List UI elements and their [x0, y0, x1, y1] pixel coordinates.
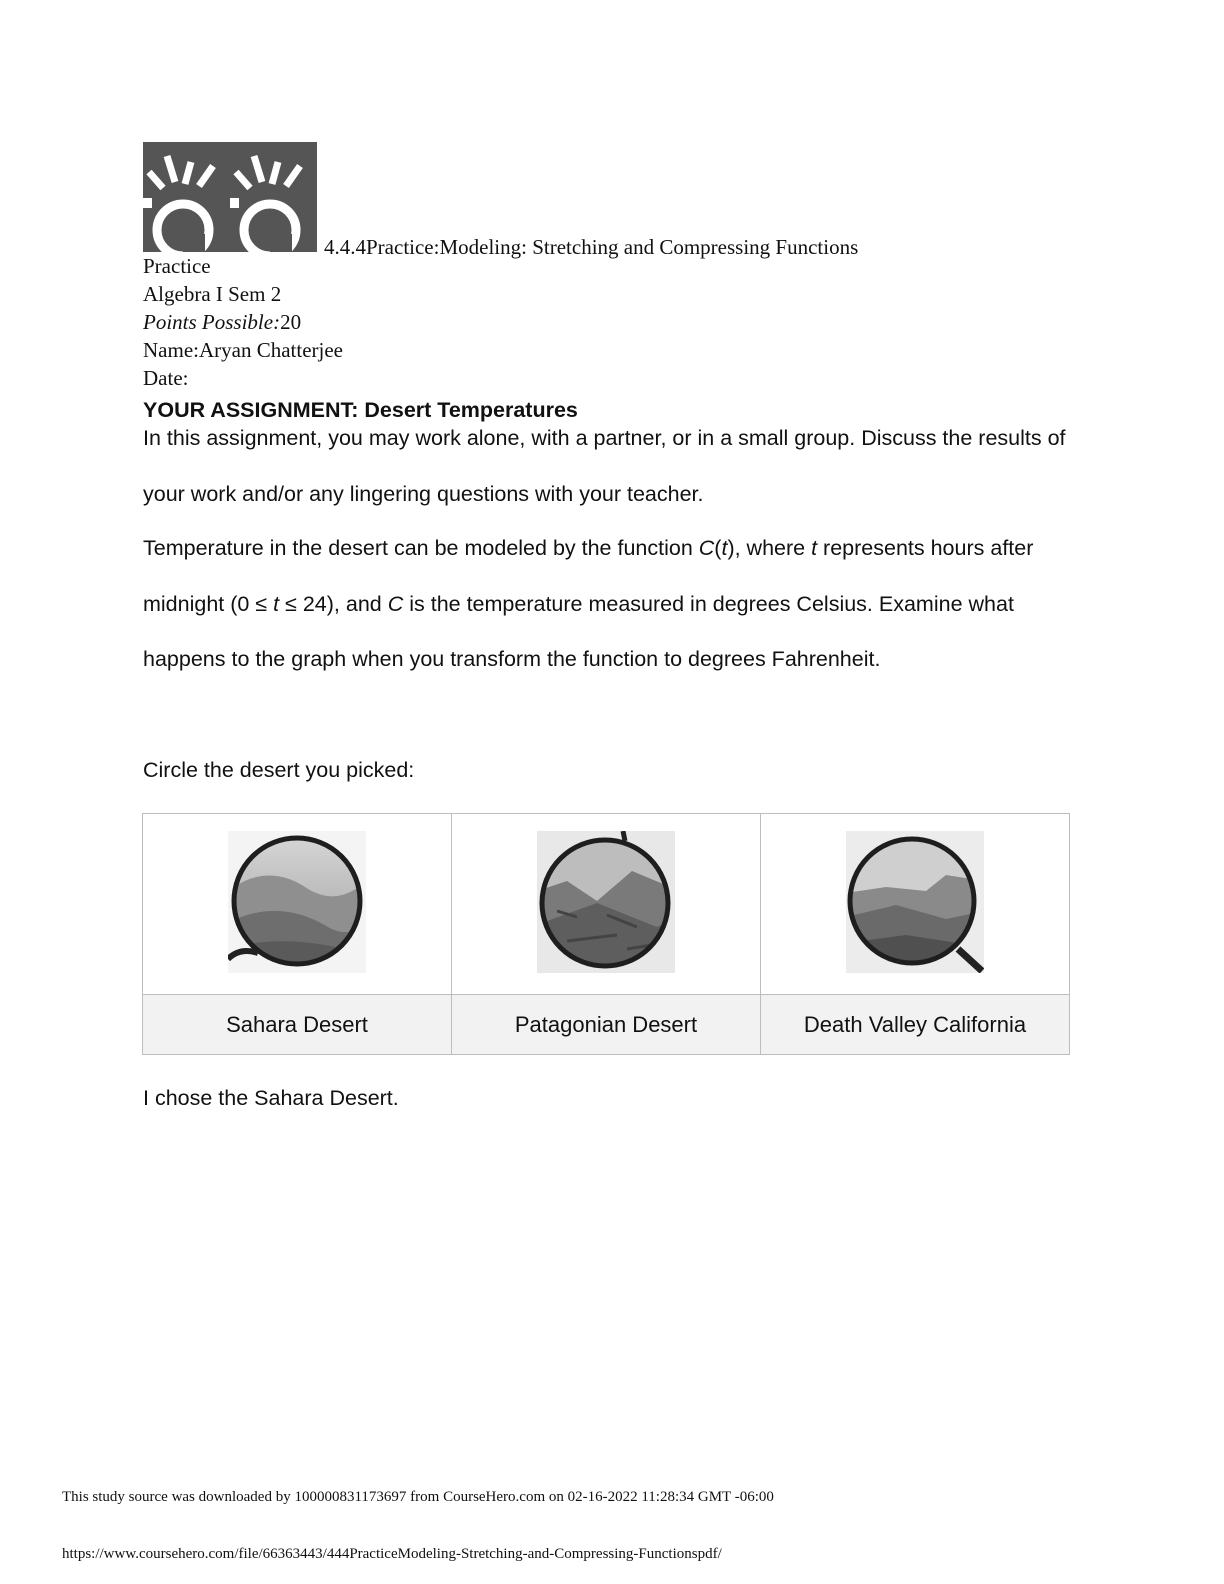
course-name: Algebra I Sem 2 [143, 282, 282, 306]
download-notice: This study source was downloaded by 100000831173697 from CourseHero.com on 02-16-2022 11:28:34 GMT -06:00 [62, 1489, 774, 1505]
function-name: C [698, 536, 715, 560]
assignment-heading: YOUR ASSIGNMENT: Desert Temperatures [143, 398, 578, 422]
task-text-6: is the temperature measured in degrees Celsius. Examine what happens to the graph when you transform the function to degrees Fahrenheit. [143, 591, 1014, 671]
task-text-1: Temperature in the desert can be modeled by the function [143, 536, 699, 560]
document-header [143, 142, 1103, 392]
assignment-intro: In this assignment, you may work alone, with a partner, or in a small group. Discuss the results of your work and/or any lingering questions with your teacher. [143, 426, 1066, 506]
patagonian-cliff-magnifier-icon [537, 831, 675, 973]
task-text-2: ( [714, 536, 722, 560]
circle-prompt: Circle the desert you picked: [143, 758, 415, 782]
name-value: Aryan Chatterjee [198, 338, 344, 362]
desert-image-row [143, 814, 1070, 995]
lightbulb-idea-icon [143, 142, 230, 252]
variable-c: C [387, 591, 404, 616]
title-row [143, 142, 1103, 259]
student-answer: I chose the Sahara Desert. [143, 1086, 399, 1110]
task-text-5: ≤ 24), and [279, 591, 388, 616]
desert-label-row [143, 995, 1070, 1055]
lesson-title: 4.4.4Practice:Modeling: Stretching and Compressing Functions [324, 235, 859, 259]
desert-choice-table [142, 813, 1070, 1055]
activity-type: Practice [143, 254, 211, 278]
source-url[interactable]: https://www.coursehero.com/file/66363443/444PracticeModeling-Stretching-and-Compressing-Functionspdf/ [62, 1546, 722, 1562]
sahara-dunes-magnifier-icon [228, 831, 366, 973]
desert-image-cell[interactable] [143, 814, 452, 995]
student-name [143, 336, 1103, 364]
desert-image-cell[interactable] [452, 814, 761, 995]
points-label: Points Possible: [143, 310, 281, 334]
death-valley-magnifier-icon [846, 831, 984, 973]
task-description [143, 521, 1083, 688]
desert-image-cell[interactable] [761, 814, 1070, 995]
desert-label-death-valley[interactable]: Death Valley California [761, 995, 1070, 1055]
task-text-3: ), where [727, 536, 812, 560]
lightbulb-idea-icon-2 [230, 142, 317, 252]
desert-label-patagonian[interactable]: Patagonian Desert [452, 995, 761, 1055]
points-value: 20 [280, 310, 302, 334]
date-label: Date: [143, 366, 189, 390]
desert-label-sahara[interactable]: Sahara Desert [143, 995, 452, 1055]
name-label: Name: [143, 338, 199, 362]
function-variable: t [721, 536, 728, 560]
variable-t: t [811, 536, 818, 560]
variable-t-range: t [273, 591, 280, 616]
points-possible [143, 308, 1103, 336]
task-text-4: represents hours after midnight (0 ≤ [143, 536, 1034, 616]
